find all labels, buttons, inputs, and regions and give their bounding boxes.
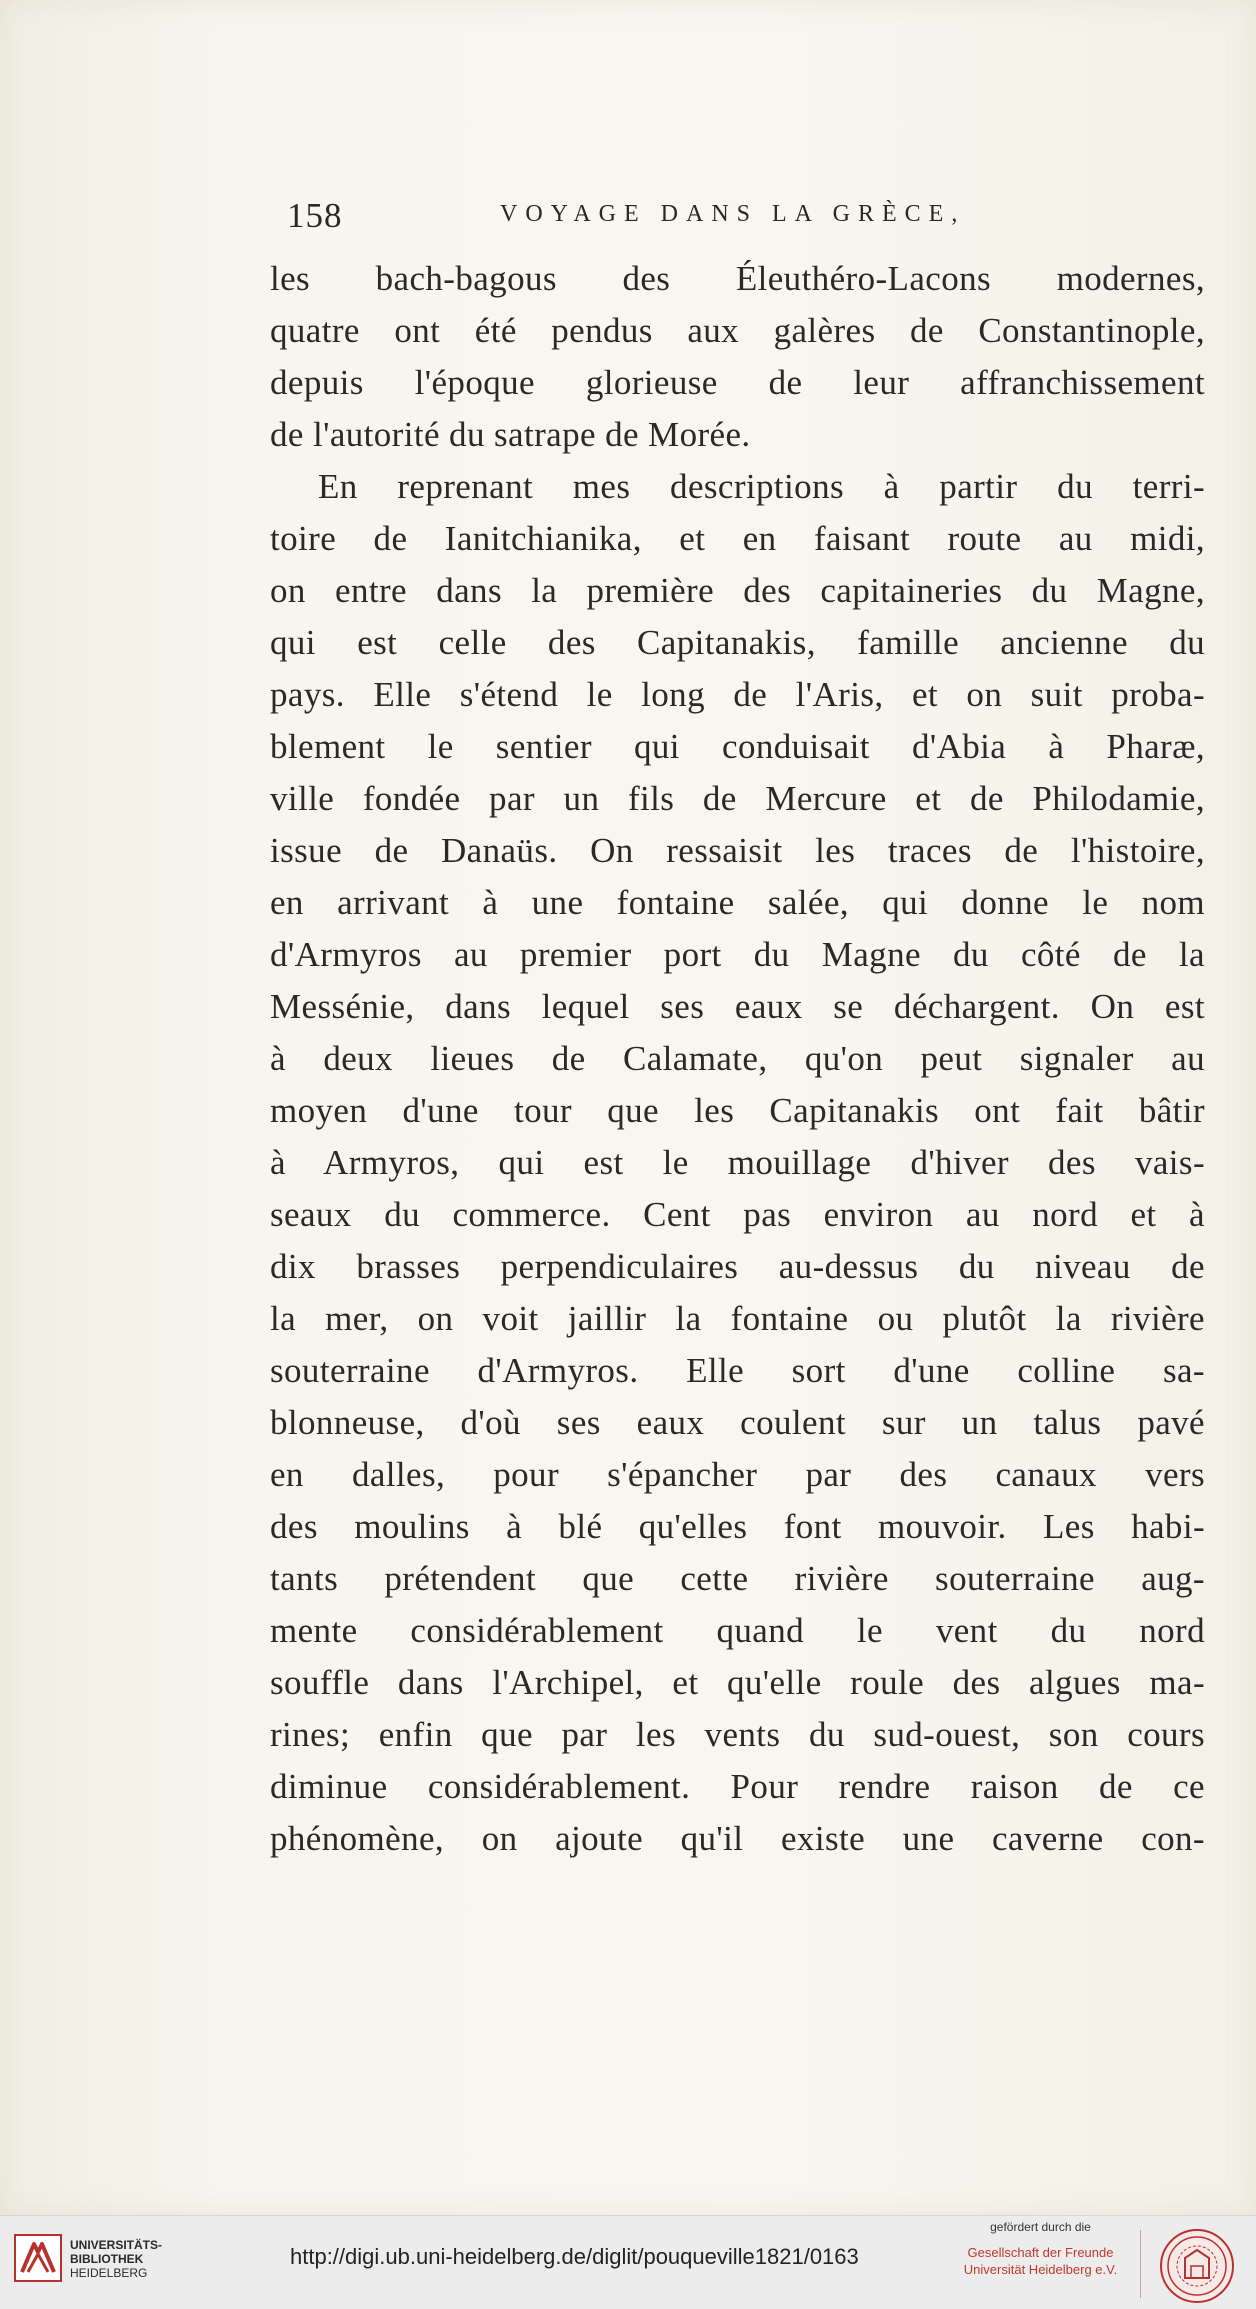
text-line: mente considérablement quand le vent du nord <box>270 1611 1205 1650</box>
university-seal-icon <box>1159 2228 1235 2304</box>
text-line: la mer, on voit jaillir la fontaine ou plutôt la rivière <box>270 1299 1205 1338</box>
text-line: depuis l'époque glorieuse de leur affranchissement <box>270 363 1205 402</box>
text-line: En reprenant mes descriptions à partir du terri- <box>318 467 1205 506</box>
text-line: des moulins à blé qu'elles font mouvoir. Les habi- <box>270 1507 1205 1546</box>
text-line: moyen d'une tour que les Capitanakis ont fait bâtir <box>270 1091 1205 1130</box>
text-line: diminue considérablement. Pour rendre raison de ce <box>270 1767 1205 1806</box>
text-line: à Armyros, qui est le mouillage d'hiver des vais- <box>270 1143 1205 1182</box>
text-line: en arrivant à une fontaine salée, qui donne le nom <box>270 883 1205 922</box>
text-line: issue de Danaüs. On ressaisit les traces de l'histoire, <box>270 831 1205 870</box>
library-name-line1: UNIVERSITÄTS- <box>70 2238 163 2252</box>
page-header <box>287 196 1022 242</box>
text-line: les bach-bagous des Éleuthéro-Lacons modernes, <box>270 259 1205 298</box>
text-line: souffle dans l'Archipel, et qu'elle roule des algues ma- <box>270 1663 1205 1702</box>
text-line: phénomène, on ajoute qu'il existe une caverne con- <box>270 1819 1205 1858</box>
footer-bar <box>0 2215 1256 2309</box>
running-title: VOYAGE DANS LA GRÈCE, <box>500 201 966 227</box>
text-line: toire de Ianitchianika, et en faisant route au midi, <box>270 519 1205 558</box>
text-line: quatre ont été pendus aux galères de Constantinople, <box>270 311 1205 350</box>
text-line: seaux du commerce. Cent pas environ au nord et à <box>270 1195 1205 1234</box>
library-name <box>70 2238 210 2280</box>
sponsor-line1: Gesellschaft der Freunde <box>967 2245 1114 2260</box>
sponsor-line2: Universität Heidelberg e.V. <box>963 2262 1118 2277</box>
text-line: tants prétendent que cette rivière souterraine aug- <box>270 1559 1205 1598</box>
text-line: dix brasses perpendiculaires au-dessus du niveau de <box>270 1247 1205 1286</box>
page-number: 158 <box>287 196 343 235</box>
text-line: pays. Elle s'étend le long de l'Aris, et on suit proba- <box>270 675 1205 714</box>
text-line: qui est celle des Capitanakis, famille ancienne du <box>270 623 1205 662</box>
text-line: blonneuse, d'où ses eaux coulent sur un talus pavé <box>270 1403 1205 1442</box>
library-city: HEIDELBERG <box>70 2266 148 2280</box>
ub-heidelberg-logo-icon <box>14 2234 62 2282</box>
sponsor-block <box>958 2220 1123 2278</box>
sponsor-label: gefördert durch die <box>990 2220 1091 2234</box>
text-line: Messénie, dans lequel ses eaux se déchargent. On est <box>270 987 1205 1026</box>
text-line: ville fondée par un fils de Mercure et de Philodamie, <box>270 779 1205 818</box>
text-line: on entre dans la première des capitaineries du Magne, <box>270 571 1205 610</box>
text-line: de l'autorité du satrape de Morée. <box>270 415 751 454</box>
library-name-line2: BIBLIOTHEK <box>70 2252 144 2266</box>
text-line: rines; enfin que par les vents du sud-ouest, son cours <box>270 1715 1205 1754</box>
text-line: en dalles, pour s'épancher par des canaux vers <box>270 1455 1205 1494</box>
text-line: blement le sentier qui conduisait d'Abia à Pharæ, <box>270 727 1205 766</box>
footer-divider <box>1140 2230 1141 2298</box>
permalink-url[interactable]: http://digi.ub.uni-heidelberg.de/diglit/pouqueville1821/0163 <box>290 2244 859 2269</box>
text-line: à deux lieues de Calamate, qu'on peut signaler au <box>270 1039 1205 1078</box>
text-line: souterraine d'Armyros. Elle sort d'une colline sa- <box>270 1351 1205 1390</box>
text-line: d'Armyros au premier port du Magne du côté de la <box>270 935 1205 974</box>
